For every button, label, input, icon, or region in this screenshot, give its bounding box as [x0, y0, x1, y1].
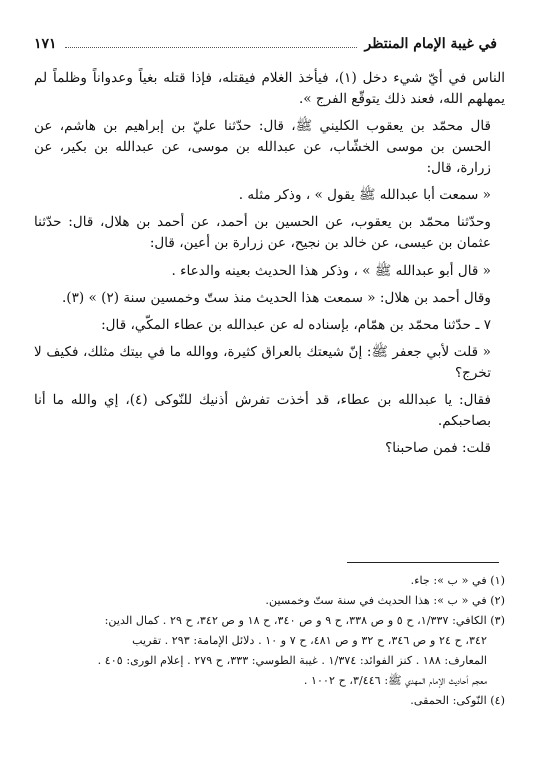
paragraph-10: قلت: فمن صاحبنا؟ [385, 439, 491, 456]
footnote-3-continued: المعارف: ١٨٨ . كنز الفوائد: ١/٣٧٤ . غيبة الطوسي: ٣٣٣، ح ٢٧٩ . إعلام الورى: ٤٠٥ . [97, 653, 487, 667]
paragraph-7: ٧ ـ حدّثنا محمّد بن همّام، بإسناده له عن عبدالله بن عطاء المكّي، قال: [101, 316, 491, 333]
paragraph-2: قال محمّد بن يعقوب الكليني ﷺ، قال: حدّثنا عليّ بن إبراهيم بن هاشم، عن الحسن بن موسى الخشّاب، عن عبدالله بن موسى، عن عبدالله بن بكير، عن زرارة، قال: [34, 118, 491, 177]
footnotes [34, 572, 505, 711]
paragraph-8: « قلت لأبي جعفر ﷺ: إنّ شيعتك بالعراق كثيرة، ووالله ما في بيتك مثلك، فكيف لا تخرج؟ [34, 343, 491, 381]
header-leader-dots [65, 37, 357, 48]
paragraph-6: وقال أحمد بن هلال: « سمعت هذا الحديث منذ ستّ وخمسين سنة (٢) » (٣). [61, 289, 491, 306]
paragraph-1: الناس في أيّ شيء دخل (١)، فيأخذ الغلام فيقتله، فإذا قتله بغياً وعدواناً وظلماً لم يمهلهم الله، فعند ذلك يتوقّع الفرج ». [34, 70, 506, 108]
footnote-3: (٣) الكافي: ١/٣٣٧، ح ٥ و ص ٣٣٨، ح ٩ و ص ٣٤٠، ح ١٨ و ص ٣٤٢، ح ٢٩ . كمال الدين: [104, 613, 505, 627]
footnote-2: (٢) في « ب »: هذا الحديث في سنة ستّ وخمسين. [265, 593, 505, 607]
footnote-3-continued: ٣٤٢، ح ٢٤ و ص ٣٤٦، ح ٣٢ و ص ٤٨١، ح ٧ و ١٠ . دلائل الإمامة: ٢٩٣ . تقريب [132, 633, 487, 647]
paragraph-5: « قال أبو عبدالله ﷺ » ، وذكر هذا الحديث بعينه والدعاء . [171, 262, 491, 279]
footnote-1: (١) في « ب »: جاء. [410, 574, 505, 587]
paragraph-9: فقال: يا عبدالله بن عطاء، قد أخذت تفرش أذنيك للنّوكى (٤)، إي والله ما أنا بصاحبكم. [34, 391, 491, 429]
page-number: ١٧١ [34, 36, 57, 52]
paragraph-3: « سمعت أبا عبدالله ﷺ يقول » ، وذكر مثله . [238, 187, 491, 204]
running-title: في غيبة الإمام المنتظر [364, 36, 497, 52]
page-header [34, 36, 497, 56]
main-text [34, 68, 505, 465]
paragraph-4: وحدّثنا محمّد بن يعقوب، عن الحسين بن أحمد، عن أحمد بن هلال، قال: حدّثنا عثمان بن عيسى، عن خالد بن نجيح، عن زرارة بن أعين، قال: [34, 214, 491, 252]
footnote-4: (٤) النّوكى: الحمقى. [410, 693, 505, 707]
footnote-separator [347, 562, 499, 563]
footnote-3-continued: معجم أحاديث الإمام المهدي ﷺ: ٣/٤٤٦، ح ١٠٠٢ . [303, 673, 487, 687]
